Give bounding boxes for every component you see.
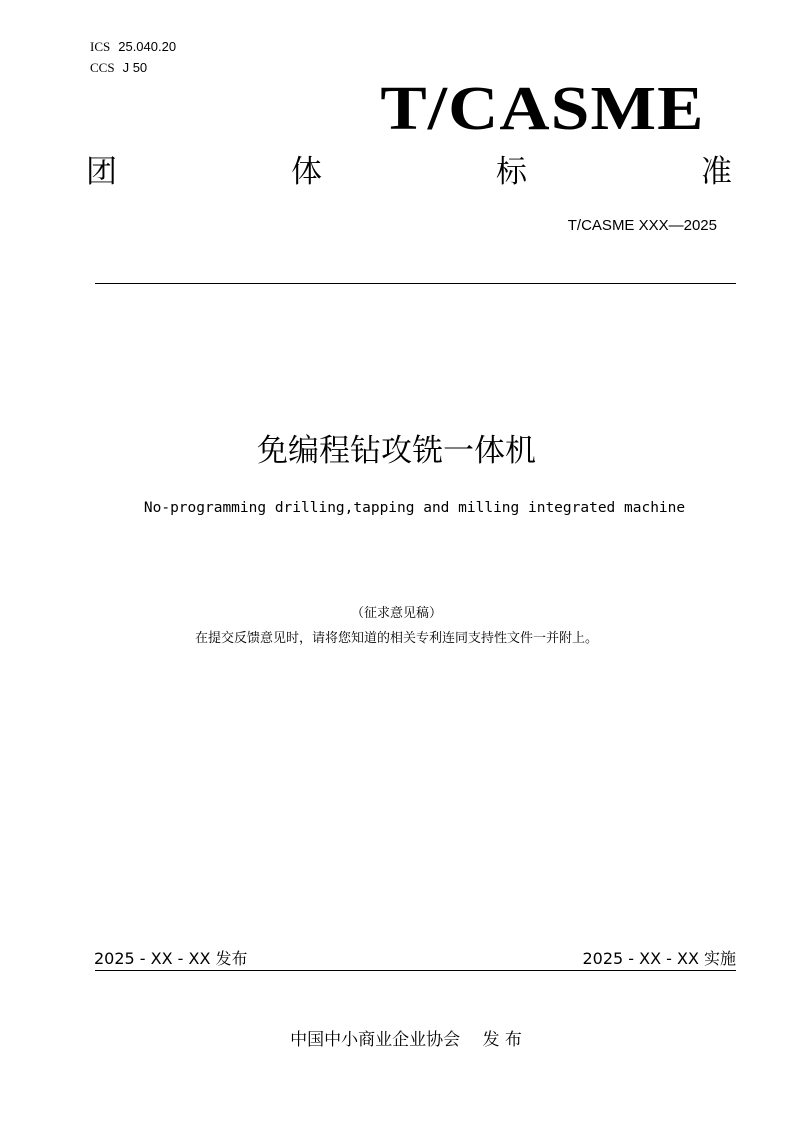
header-divider: [95, 283, 736, 284]
title-en: No-programming drilling,tapping and milling integrated machine: [143, 500, 686, 516]
doc-number: T/CASME XXX—2025: [567, 217, 717, 234]
org-code-heading: T/CASME: [380, 75, 705, 143]
standard-kind-char: 标: [496, 154, 527, 190]
standard-kind-char: 团: [86, 154, 117, 190]
ics-label: ICS: [90, 39, 111, 54]
standard-kind-char: 体: [291, 154, 322, 190]
footer-divider: [95, 970, 736, 971]
patent-note: 在提交反馈意见时，请将您知道的相关专利连同支持性文件一并附上。: [194, 631, 598, 646]
publisher: 中国中小商业企业协会 发 布: [290, 1030, 522, 1050]
title-cn: 免编程钻攻铣一体机: [257, 433, 536, 469]
ccs-label: CCS: [90, 60, 115, 75]
ccs-code: [90, 60, 147, 76]
draft-status: （征求意见稿）: [350, 606, 442, 621]
effective-date: 2025 - XX - XX 实施: [582, 949, 736, 968]
standard-kind: [86, 152, 732, 192]
ics-value: 25.040.20: [118, 39, 177, 54]
ccs-value: J 50: [122, 60, 148, 75]
standard-kind-char: 准: [701, 154, 732, 190]
issue-date: 2025 - XX - XX 发布: [94, 949, 248, 968]
ics-code: [90, 39, 176, 55]
